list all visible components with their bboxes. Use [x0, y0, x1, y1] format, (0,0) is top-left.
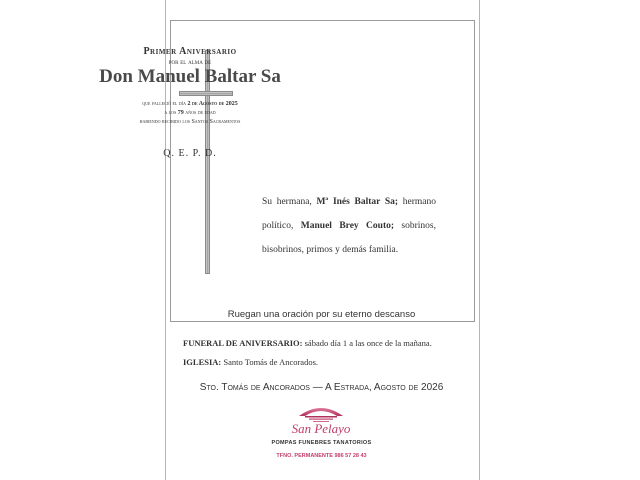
title-line-1: Primer Aniversario: [143, 46, 237, 57]
funeral-info: FUNERAL DE ANIVERSARIO: sábado día 1 a las once de la mañana.: [183, 338, 432, 348]
logo-text: San Pelayo: [291, 421, 351, 436]
qepd: Q. E. P. D.: [163, 148, 217, 159]
prayer-request: Ruegan una oración por su eterno descanso: [227, 309, 416, 320]
death-date-line: que falleció el día 2 de Agosto de 2025: [142, 101, 238, 107]
family-paragraph: Su hermana, Mª Inés Baltar Sa; hermano político, Manuel Brey Couto; sobrinos, bisobrinos, primos y demás familia.: [262, 197, 436, 255]
church-info: IGLESIA: Santo Tomás de Ancorados.: [183, 357, 319, 367]
sister-name: Mª Inés Baltar Sa;: [316, 197, 399, 207]
title-line-2: por el alma de: [168, 58, 212, 66]
phone-number: TFNO. PERMANENTE 986 57 28 43: [276, 453, 367, 459]
deceased-name: Don Manuel Baltar Sa: [99, 66, 281, 87]
san-pelayo-logo: [283, 400, 359, 440]
age-line: a los 79 años de edad: [164, 110, 216, 116]
sacraments-line: habiendo recibido los Santos Sacramentos: [139, 119, 241, 125]
brother-in-law-name: Manuel Brey Couto;: [300, 221, 395, 231]
place-date: Sto. Tomás de Ancorados — A Estrada, Agosto de 2026: [199, 382, 444, 393]
company-name: POMPAS FUNEBRES TANATORIOS: [271, 440, 372, 446]
